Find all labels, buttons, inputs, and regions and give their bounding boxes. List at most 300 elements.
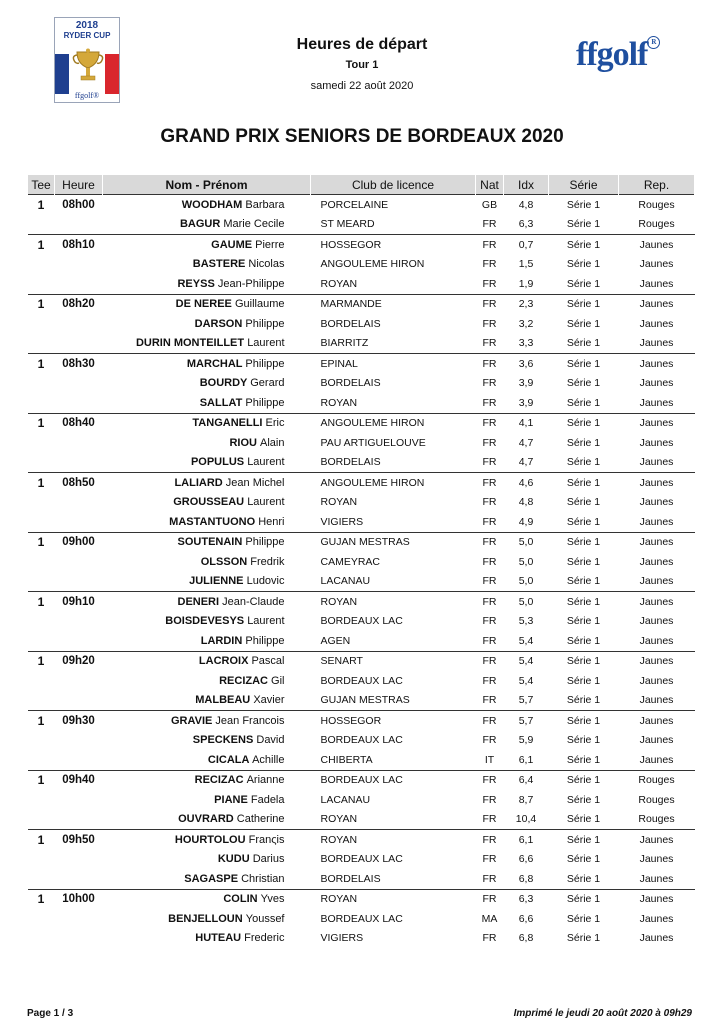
table-row	[28, 473, 695, 493]
table-row	[28, 334, 695, 354]
event-date: samedi 22 août 2020	[310, 80, 414, 92]
player-name-cell	[103, 532, 311, 552]
idx-cell: 3,2	[518, 317, 534, 330]
club-cell: GUJAN MESTRAS	[311, 532, 476, 552]
club-cell: PORCELAINE	[311, 195, 476, 215]
tee-cell	[28, 493, 55, 513]
table-row	[28, 592, 695, 612]
player-lastname: HUTEAU	[195, 932, 242, 945]
club-cell: BIARRITZ	[320, 337, 369, 350]
player-name-cell	[103, 592, 311, 612]
club-cell: BORDELAIS	[320, 377, 381, 390]
player-firstname: Philippe	[245, 317, 285, 330]
club-cell: BORDELAIS	[320, 456, 381, 469]
tee-cell	[28, 810, 55, 830]
rep-cell: Jaunes	[619, 592, 695, 612]
player-name-cell	[103, 909, 311, 929]
page-number: Page 1 / 3	[27, 1008, 74, 1019]
player-name-cell	[103, 473, 311, 493]
idx-cell: 4,7	[518, 456, 534, 469]
heure-cell	[55, 750, 103, 770]
idx-cell: 3,3	[518, 337, 534, 350]
ryder-year: 2018	[75, 20, 99, 31]
heure-cell: 09h20	[55, 651, 103, 671]
nat-cell: MA	[481, 912, 498, 925]
player-lastname: JULIENNE	[189, 575, 244, 588]
heure-cell: 10h00	[55, 889, 103, 909]
player-firstname: Jean-Philippe	[217, 277, 285, 290]
tee-cell	[28, 552, 55, 572]
round-label: Tour 1	[345, 59, 379, 71]
heure-cell	[55, 869, 103, 889]
rep-cell: Jaunes	[639, 674, 674, 687]
tee-cell	[28, 453, 55, 473]
player-firstname: Philippe	[245, 536, 285, 549]
table-row	[28, 433, 695, 453]
player-firstname: Philippe	[245, 634, 285, 647]
ryder-name: RYDER CUP	[63, 31, 111, 40]
serie-cell: Série 1	[566, 615, 601, 628]
club-cell: ROYAN	[320, 396, 358, 409]
heure-cell: 09h30	[55, 711, 103, 731]
idx-cell: 1,9	[518, 277, 534, 290]
nat-cell: FR	[482, 555, 497, 568]
nat-cell: FR	[476, 830, 504, 850]
col-header-rep: Rep.	[619, 175, 695, 195]
heure-cell: 09h10	[55, 592, 103, 612]
rep-cell: Jaunes	[639, 912, 674, 925]
tee-cell: 1	[28, 532, 55, 552]
rep-cell: Jaunes	[619, 354, 695, 374]
serie-cell: Série 1	[549, 711, 619, 731]
heure-cell	[55, 393, 103, 413]
player-name-cell	[103, 354, 311, 374]
start-times-table	[27, 175, 695, 948]
serie-cell: Série 1	[566, 317, 601, 330]
player-firstname: Gil	[271, 674, 285, 687]
club-cell: VIGIERS	[320, 515, 364, 528]
club-cell: SENART	[311, 651, 476, 671]
nat-cell: FR	[476, 532, 504, 552]
player-firstname: Pascal	[251, 655, 285, 668]
player-firstname: Franςis	[248, 833, 285, 846]
heure-cell: 08h50	[55, 473, 103, 493]
tee-cell	[28, 374, 55, 394]
nat-cell: FR	[476, 413, 504, 433]
rep-cell: Jaunes	[639, 436, 674, 449]
heure-cell	[55, 215, 103, 235]
table-row	[28, 631, 695, 651]
heure-cell	[55, 314, 103, 334]
table-row	[28, 770, 695, 790]
tee-cell: 1	[28, 889, 55, 909]
player-firstname: Youssef	[245, 912, 285, 925]
idx-cell: 6,1	[518, 753, 534, 766]
player-name-cell	[103, 929, 311, 949]
rep-cell: Jaunes	[619, 651, 695, 671]
serie-cell: Série 1	[566, 932, 601, 945]
heure-cell: 08h10	[55, 235, 103, 255]
nat-cell: GB	[476, 195, 504, 215]
serie-cell: Série 1	[566, 337, 601, 350]
player-firstname: Darius	[252, 853, 285, 866]
player-lastname: BENJELLOUN	[168, 912, 243, 925]
player-lastname: KUDU	[217, 853, 250, 866]
player-lastname: SALLAT	[199, 396, 243, 409]
table-row	[28, 393, 695, 413]
table-row	[28, 909, 695, 929]
player-lastname: MARCHAL	[186, 357, 243, 370]
player-name-cell	[103, 810, 311, 830]
player-lastname: RECIZAC	[219, 674, 268, 687]
player-name-cell	[103, 393, 311, 413]
rep-cell: Jaunes	[639, 932, 674, 945]
player-lastname: BOISDEVESYS	[165, 615, 245, 628]
player-firstname: Jean-Claude	[222, 595, 285, 608]
tee-cell	[28, 314, 55, 334]
club-cell: HOSSEGOR	[311, 711, 476, 731]
serie-cell: Série 1	[566, 277, 601, 290]
player-firstname: Barbara	[245, 198, 285, 211]
player-firstname: Frederic	[244, 932, 285, 945]
tee-cell	[28, 572, 55, 592]
nat-cell: FR	[482, 634, 497, 647]
serie-cell: Série 1	[549, 830, 619, 850]
club-cell: ST MEARD	[320, 218, 375, 231]
club-cell: LACANAU	[320, 793, 371, 806]
tee-cell	[28, 671, 55, 691]
serie-cell: Série 1	[566, 694, 601, 707]
idx-cell: 5,4	[518, 634, 534, 647]
rep-cell: Jaunes	[619, 294, 695, 314]
club-cell: MARMANDE	[311, 294, 476, 314]
tee-cell: 1	[28, 195, 55, 215]
club-cell: BORDEAUX LAC	[320, 734, 403, 747]
idx-cell: 1,5	[518, 258, 534, 271]
nat-cell: FR	[482, 872, 497, 885]
player-firstname: Yves	[260, 893, 285, 906]
serie-cell: Série 1	[566, 813, 601, 826]
rep-cell: Jaunes	[639, 853, 674, 866]
player-name-cell	[103, 711, 311, 731]
heure-cell	[55, 731, 103, 751]
player-name-cell	[103, 770, 311, 790]
idx-cell: 5,7	[504, 711, 549, 731]
player-lastname: GRAVIE	[170, 714, 213, 727]
player-firstname: Alain	[260, 436, 285, 449]
heure-cell	[55, 790, 103, 810]
player-firstname: Arianne	[246, 774, 285, 787]
player-firstname: Jean Michel	[225, 476, 285, 489]
player-name-cell	[103, 869, 311, 889]
col-header-tee: Tee	[28, 175, 55, 195]
table-row	[28, 572, 695, 592]
idx-cell: 4,7	[518, 436, 534, 449]
nat-cell: FR	[482, 813, 497, 826]
rep-cell: Jaunes	[639, 258, 674, 271]
heure-cell	[55, 255, 103, 275]
player-firstname: Pierre	[255, 238, 285, 251]
player-name-cell	[103, 294, 311, 314]
player-firstname: Jean Francois	[215, 714, 285, 727]
idx-cell: 4,8	[518, 496, 534, 509]
player-name-cell	[103, 493, 311, 513]
player-lastname: RIOU	[229, 436, 257, 449]
table-row	[28, 889, 695, 909]
table-row	[28, 294, 695, 314]
club-cell: CAMEYRAC	[320, 555, 381, 568]
col-header-club: Club de licence	[311, 175, 476, 195]
club-cell: BORDELAIS	[320, 872, 381, 885]
idx-cell: 5,0	[518, 575, 534, 588]
table-row	[28, 255, 695, 275]
heure-cell	[55, 493, 103, 513]
table-row	[28, 750, 695, 770]
tee-cell	[28, 334, 55, 354]
heure-cell	[55, 850, 103, 870]
player-firstname: Ludovic	[246, 575, 285, 588]
table-row	[28, 691, 695, 711]
player-firstname: Henri	[258, 515, 285, 528]
player-firstname: Philippe	[245, 396, 285, 409]
player-name-cell	[103, 314, 311, 334]
serie-cell: Série 1	[566, 793, 601, 806]
table-row	[28, 512, 695, 532]
tee-cell	[28, 612, 55, 632]
table-row	[28, 235, 695, 255]
table-row	[28, 731, 695, 751]
nat-cell: FR	[482, 456, 497, 469]
player-firstname: Nicolas	[248, 258, 285, 271]
player-name-cell	[103, 572, 311, 592]
rep-cell: Jaunes	[639, 515, 674, 528]
nat-cell: FR	[482, 377, 497, 390]
club-cell: ROYAN	[320, 496, 358, 509]
tee-cell: 1	[28, 413, 55, 433]
tee-cell: 1	[28, 235, 55, 255]
club-cell: ANGOULEME HIRON	[311, 473, 476, 493]
tee-cell: 1	[28, 294, 55, 314]
player-lastname: BOURDY	[199, 377, 248, 390]
nat-cell: FR	[482, 337, 497, 350]
nat-cell: FR	[482, 694, 497, 707]
player-firstname: Laurent	[247, 456, 285, 469]
table-row	[28, 830, 695, 850]
rep-cell: Jaunes	[639, 694, 674, 707]
idx-cell: 5,7	[518, 694, 534, 707]
tee-cell: 1	[28, 830, 55, 850]
col-header-serie: Série	[549, 175, 619, 195]
serie-cell: Série 1	[549, 651, 619, 671]
club-cell: GUJAN MESTRAS	[320, 694, 410, 707]
rep-cell: Jaunes	[639, 575, 674, 588]
club-cell: ROYAN	[320, 277, 358, 290]
player-firstname: Fredrik	[250, 555, 285, 568]
club-cell: BORDEAUX LAC	[320, 912, 403, 925]
serie-cell: Série 1	[566, 515, 601, 528]
serie-cell: Série 1	[549, 770, 619, 790]
table-row	[28, 552, 695, 572]
heure-cell	[55, 631, 103, 651]
heure-cell: 08h00	[55, 195, 103, 215]
rep-cell: Jaunes	[619, 532, 695, 552]
player-lastname: PIANE	[214, 793, 248, 806]
serie-cell: Série 1	[549, 532, 619, 552]
player-lastname: DENERI	[177, 595, 220, 608]
rep-cell: Jaunes	[639, 396, 674, 409]
tee-cell	[28, 790, 55, 810]
tee-cell	[28, 274, 55, 294]
table-row	[28, 532, 695, 552]
rep-cell: Jaunes	[639, 317, 674, 330]
table-row	[28, 651, 695, 671]
idx-cell: 6,3	[504, 889, 549, 909]
rep-cell: Jaunes	[639, 555, 674, 568]
idx-cell: 3,9	[518, 377, 534, 390]
rep-cell: Rouges	[638, 813, 675, 826]
heure-cell	[55, 453, 103, 473]
nat-cell: FR	[482, 277, 497, 290]
player-lastname: MALBEAU	[195, 694, 251, 707]
nat-cell: FR	[482, 317, 497, 330]
idx-cell: 0,7	[504, 235, 549, 255]
nat-cell: FR	[482, 793, 497, 806]
heure-cell: 09h40	[55, 770, 103, 790]
player-name-cell	[103, 334, 311, 354]
tee-cell	[28, 215, 55, 235]
heure-cell	[55, 572, 103, 592]
serie-cell: Série 1	[566, 496, 601, 509]
player-lastname: POPULUS	[190, 456, 245, 469]
player-name-cell	[103, 750, 311, 770]
player-lastname: LALIARD	[174, 476, 223, 489]
idx-cell: 5,0	[518, 555, 534, 568]
player-lastname: REYSS	[177, 277, 215, 290]
rep-cell: Jaunes	[639, 337, 674, 350]
player-firstname: Laurent	[247, 496, 285, 509]
col-header-heure: Heure	[55, 175, 103, 195]
player-lastname: GROUSSEAU	[173, 496, 245, 509]
print-timestamp: Imprimé le jeudi 20 août 2020 à 09h29	[513, 1008, 692, 1019]
tee-cell: 1	[28, 592, 55, 612]
table-row	[28, 274, 695, 294]
player-name-cell	[103, 612, 311, 632]
player-lastname: LACROIX	[198, 655, 249, 668]
player-name-cell	[103, 830, 311, 850]
tee-cell	[28, 512, 55, 532]
player-lastname: OLSSON	[200, 555, 248, 568]
heure-cell	[55, 512, 103, 532]
player-firstname: Gerard	[250, 377, 285, 390]
nat-cell: FR	[476, 651, 504, 671]
player-lastname: MASTANTUONO	[169, 515, 256, 528]
player-lastname: SOUTENAIN	[177, 536, 243, 549]
idx-cell: 4,9	[518, 515, 534, 528]
player-name-cell	[103, 631, 311, 651]
player-lastname: TANGANELLI	[192, 417, 263, 430]
nat-cell: FR	[482, 436, 497, 449]
nat-cell: FR	[482, 258, 497, 271]
heure-cell	[55, 671, 103, 691]
table-row	[28, 493, 695, 513]
player-lastname: LARDIN	[200, 634, 243, 647]
player-lastname: RECIZAC	[194, 774, 244, 787]
player-name-cell	[103, 195, 311, 215]
player-name-cell	[103, 413, 311, 433]
player-name-cell	[103, 790, 311, 810]
player-lastname: DURIN MONTEILLET	[135, 337, 245, 350]
nat-cell: FR	[476, 294, 504, 314]
rep-cell: Jaunes	[619, 830, 695, 850]
tee-cell	[28, 909, 55, 929]
player-name-cell	[103, 512, 311, 532]
player-lastname: OUVRARD	[178, 813, 234, 826]
player-firstname: Achille	[252, 753, 285, 766]
table-row	[28, 869, 695, 889]
nat-cell: FR	[482, 853, 497, 866]
table-row	[28, 195, 695, 215]
idx-cell: 6,6	[518, 853, 534, 866]
nat-cell: FR	[476, 473, 504, 493]
rep-cell: Jaunes	[619, 235, 695, 255]
rep-cell: Jaunes	[619, 711, 695, 731]
idx-cell: 6,8	[518, 932, 534, 945]
rep-cell: Rouges	[638, 793, 675, 806]
idx-cell: 6,1	[504, 830, 549, 850]
club-cell: ROYAN	[311, 592, 476, 612]
nat-cell: FR	[482, 515, 497, 528]
tee-cell	[28, 691, 55, 711]
player-name-cell	[103, 433, 311, 453]
club-cell: BORDELAIS	[320, 317, 381, 330]
nat-cell: FR	[476, 354, 504, 374]
rep-cell: Rouges	[619, 770, 695, 790]
serie-cell: Série 1	[549, 235, 619, 255]
heure-cell	[55, 552, 103, 572]
col-header-nat: Nat	[476, 175, 504, 195]
rep-cell: Jaunes	[639, 377, 674, 390]
table-row	[28, 374, 695, 394]
player-lastname: BASTERE	[192, 258, 246, 271]
serie-cell: Série 1	[566, 634, 601, 647]
club-cell: ROYAN	[311, 830, 476, 850]
serie-cell: Série 1	[566, 575, 601, 588]
idx-cell: 4,1	[504, 413, 549, 433]
heure-cell	[55, 691, 103, 711]
player-lastname: SAGASPE	[184, 872, 239, 885]
club-cell: ANGOULEME HIRON	[311, 413, 476, 433]
player-firstname: Laurent	[247, 337, 285, 350]
serie-cell: Série 1	[566, 853, 601, 866]
club-cell: HOSSEGOR	[311, 235, 476, 255]
heure-cell: 09h00	[55, 532, 103, 552]
nat-cell: FR	[482, 575, 497, 588]
player-name-cell	[103, 671, 311, 691]
rep-cell: Jaunes	[619, 413, 695, 433]
heure-cell	[55, 612, 103, 632]
idx-cell: 6,6	[518, 912, 534, 925]
player-name-cell	[103, 274, 311, 294]
player-name-cell	[103, 552, 311, 572]
table-row	[28, 453, 695, 473]
rep-cell: Jaunes	[639, 456, 674, 469]
club-cell: BORDEAUX LAC	[320, 853, 403, 866]
club-cell: ROYAN	[311, 889, 476, 909]
nat-cell: FR	[482, 932, 497, 945]
serie-cell: Série 1	[566, 258, 601, 271]
table-row	[28, 314, 695, 334]
heure-cell	[55, 810, 103, 830]
